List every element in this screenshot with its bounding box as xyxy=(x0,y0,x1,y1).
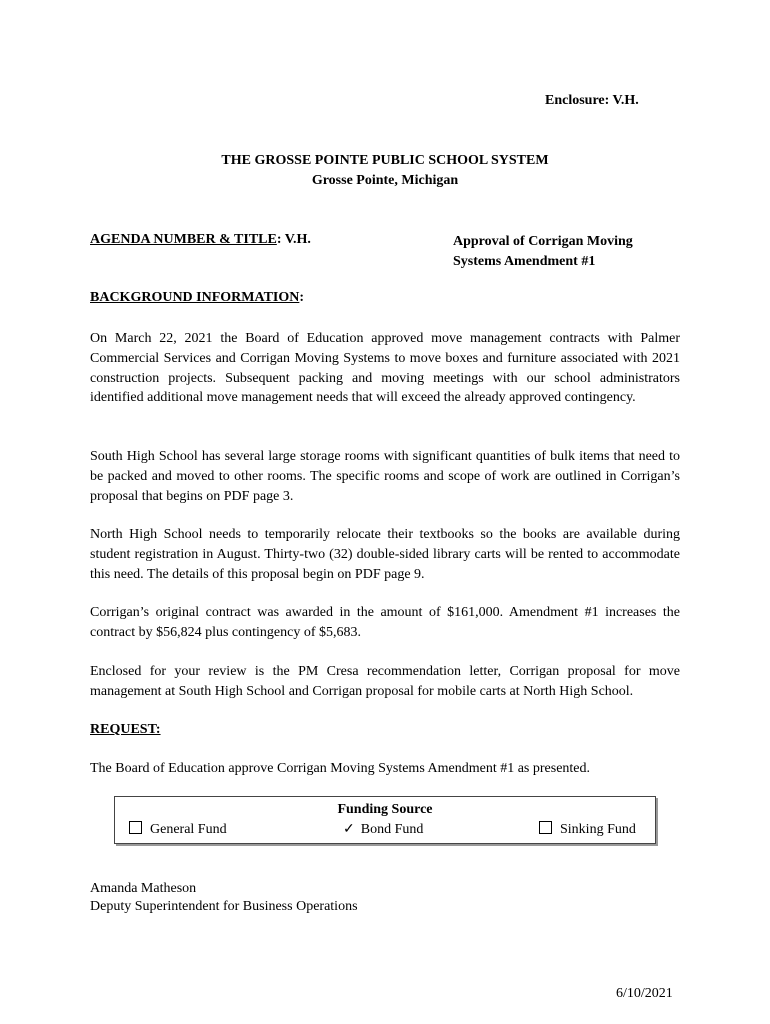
sinking-fund-option xyxy=(539,821,636,838)
agenda-title-line2: Systems Amendment #1 xyxy=(453,254,596,269)
checkmark-icon: ✓ xyxy=(343,822,355,837)
org-location: Grosse Pointe, Michigan xyxy=(311,173,459,188)
document-date: 6/10/2021 xyxy=(616,986,673,1001)
agenda-label: AGENDA NUMBER & TITLE xyxy=(90,232,277,247)
general-fund-label: General Fund xyxy=(150,822,227,837)
unchecked-box-icon xyxy=(539,821,552,834)
background-paragraph-4: Corrigan’s original contract was awarded in the amount of $161,000. Amendment #1 increases the contract by $56,824 plus contingency of $5,683. xyxy=(90,605,680,640)
agenda-number-title xyxy=(90,232,311,248)
agenda-number: : V.H. xyxy=(276,232,311,247)
org-name: THE GROSSE POINTE PUBLIC SCHOOL SYSTEM xyxy=(221,153,549,168)
funding-source-title: Funding Source xyxy=(337,802,433,817)
background-paragraph-3: North High School needs to temporarily relocate their textbooks so the books are available during student registration in August. Thirty-two (32) double-sided library carts will be rented to accommodate this need. The details of this proposal begin on PDF page 9. xyxy=(90,527,680,582)
sinking-fund-label: Sinking Fund xyxy=(560,822,636,837)
signatory-title: Deputy Superintendent for Business Operations xyxy=(90,899,358,914)
background-heading xyxy=(90,290,304,306)
request-text: The Board of Education approve Corrigan Moving Systems Amendment #1 as presented. xyxy=(90,761,591,776)
bond-fund-option xyxy=(343,821,423,838)
background-paragraph-5: Enclosed for your review is the PM Cresa recommendation letter, Corrigan proposal for move management at South High School and Corrigan proposal for mobile carts at North High School. xyxy=(90,664,680,699)
bond-fund-label: Bond Fund xyxy=(360,822,424,837)
agenda-title xyxy=(453,232,633,272)
background-paragraph-2: South High School has several large storage rooms with significant quantities of bulk items that need to be packed and moved to other rooms. The specific rooms and scope of work are outlined in Corrigan’s proposal that begins on PDF page 3. xyxy=(90,449,680,504)
background-heading-colon: : xyxy=(299,290,305,305)
agenda-title-line1: Approval of Corrigan Moving xyxy=(453,234,633,249)
unchecked-box-icon xyxy=(129,821,142,834)
enclosure-label: Enclosure: V.H. xyxy=(545,93,639,108)
background-heading-text: BACKGROUND INFORMATION xyxy=(90,290,300,305)
request-heading: REQUEST: xyxy=(90,722,161,737)
background-paragraph-1: On March 22, 2021 the Board of Education approved move management contracts with Palmer Commercial Services and Corrigan Moving Systems to move boxes and furniture associated with 2021 construction projects. Subsequent packing and moving meetings with our school administrators identified additional move management needs that will exceed the already approved contingency. xyxy=(90,331,680,406)
general-fund-option xyxy=(129,821,227,838)
funding-source-box xyxy=(114,796,656,844)
signatory-name: Amanda Matheson xyxy=(90,881,197,896)
